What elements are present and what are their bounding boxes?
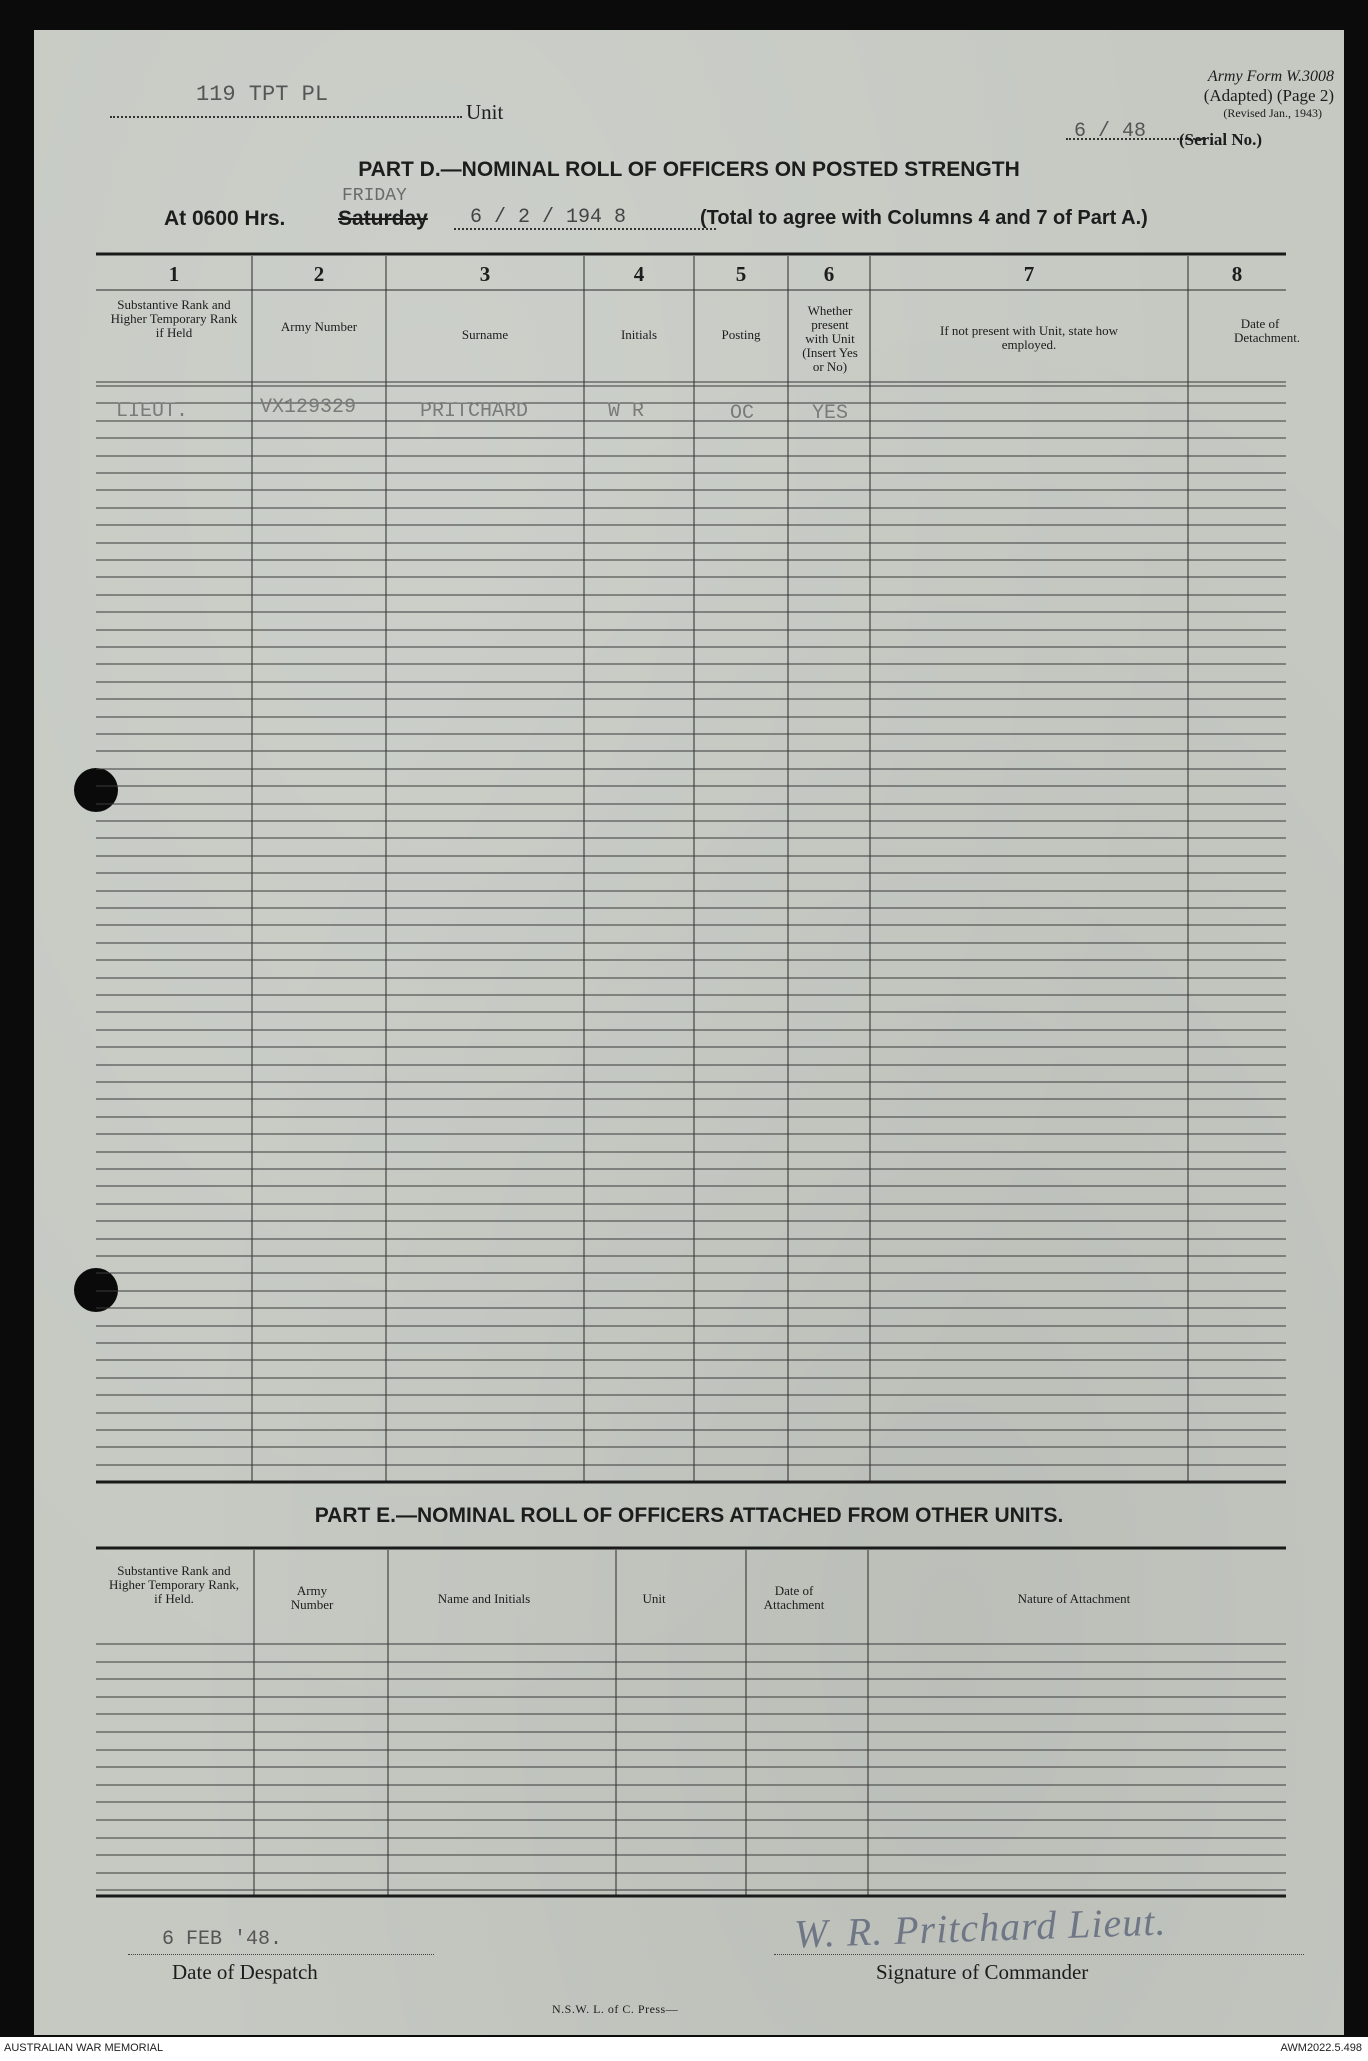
entry-present: YES — [812, 402, 849, 425]
archive-right: AWM2022.5.498 — [1280, 2042, 1362, 2054]
at-hours-label: At 0600 Hrs. — [164, 207, 286, 230]
despatch-label: Date of Despatch — [172, 1960, 318, 1984]
press-mark: N.S.W. L. of C. Press— — [552, 2002, 679, 2016]
part-e-row-rules — [96, 1644, 1286, 1890]
archive-bar — [0, 2037, 1368, 2061]
col-2-num: 2 — [313, 262, 325, 286]
col-3-num: 3 — [479, 262, 491, 286]
part-e-grid — [34, 30, 1344, 1970]
col-5-num: 5 — [735, 262, 747, 286]
col-7-num: 7 — [1023, 262, 1035, 286]
entry-rank: LIEUT. — [116, 400, 189, 423]
entry-army-number: VX129329 — [260, 396, 357, 419]
signature-rule — [774, 1954, 1304, 1955]
entry-posting: OC — [730, 402, 755, 425]
col-4-label: Initials — [620, 327, 658, 342]
day-typed: FRIDAY — [342, 186, 407, 206]
col-2-label: Army Number — [280, 319, 358, 334]
e-col-6-label: Nature of Attachment — [1017, 1591, 1131, 1606]
date-typed: 6 / 2 / 194 8 — [470, 206, 627, 229]
day-printed: Saturday — [338, 207, 428, 230]
despatch-rule — [128, 1954, 434, 1955]
col-1-num: 1 — [168, 262, 180, 286]
form-revised: (Revised Jan., 1943) — [1223, 106, 1322, 120]
archive-left: AUSTRALIAN WAR MEMORIAL — [4, 2042, 164, 2054]
col-4-num: 4 — [633, 262, 645, 286]
total-note: (Total to agree with Columns 4 and 7 of Part A.) — [700, 207, 1148, 229]
col-1-label: Substantive Rank and Higher Temporary Rank if Held — [110, 297, 238, 340]
col-7-label: If not present with Unit, state how employed. — [940, 323, 1118, 352]
e-col-1-label: Substantive Rank and Higher Temporary Rank, if Held. — [109, 1563, 239, 1606]
serial-label: (Serial No.) — [1179, 130, 1263, 149]
col-5-label: Posting — [721, 327, 761, 342]
col-8-num: 8 — [1231, 262, 1243, 286]
form-adapted: (Adapted) (Page 2) — [1203, 86, 1334, 105]
col-8-label: Date of Detachment. — [1234, 316, 1301, 345]
e-col-4-label: Unit — [642, 1591, 666, 1606]
col-6-label: Whether present with Unit (Insert Yes or No) — [802, 303, 858, 374]
form-page — [34, 30, 1344, 2035]
e-col-2-label: Army Number — [290, 1583, 334, 1612]
unit-label: Unit — [466, 100, 504, 124]
form-id: Army Form W.3008 — [1207, 68, 1334, 85]
commander-signature: W. R. Pritchard Lieut. — [793, 1898, 1168, 1957]
entry-surname: PRITCHARD — [420, 400, 529, 423]
unit-value: 119 TPT PL — [196, 82, 329, 107]
e-col-3-label: Name and Initials — [437, 1591, 531, 1606]
e-col-5-label: Date of Attachment — [763, 1583, 825, 1612]
col-3-label: Surname — [461, 327, 509, 342]
col-6-num: 6 — [823, 262, 835, 286]
despatch-date: 6 FEB '48. — [162, 1928, 283, 1951]
entry-initials: W R — [608, 400, 645, 423]
serial-value: 6 / 48 — [1074, 120, 1147, 143]
signature-label: Signature of Commander — [876, 1960, 1089, 1984]
part-d-title: PART D.—NOMINAL ROLL OF OFFICERS ON POSTED STRENGTH — [358, 158, 1020, 181]
part-e-title: PART E.—NOMINAL ROLL OF OFFICERS ATTACHED FROM OTHER UNITS. — [314, 1504, 1064, 1527]
